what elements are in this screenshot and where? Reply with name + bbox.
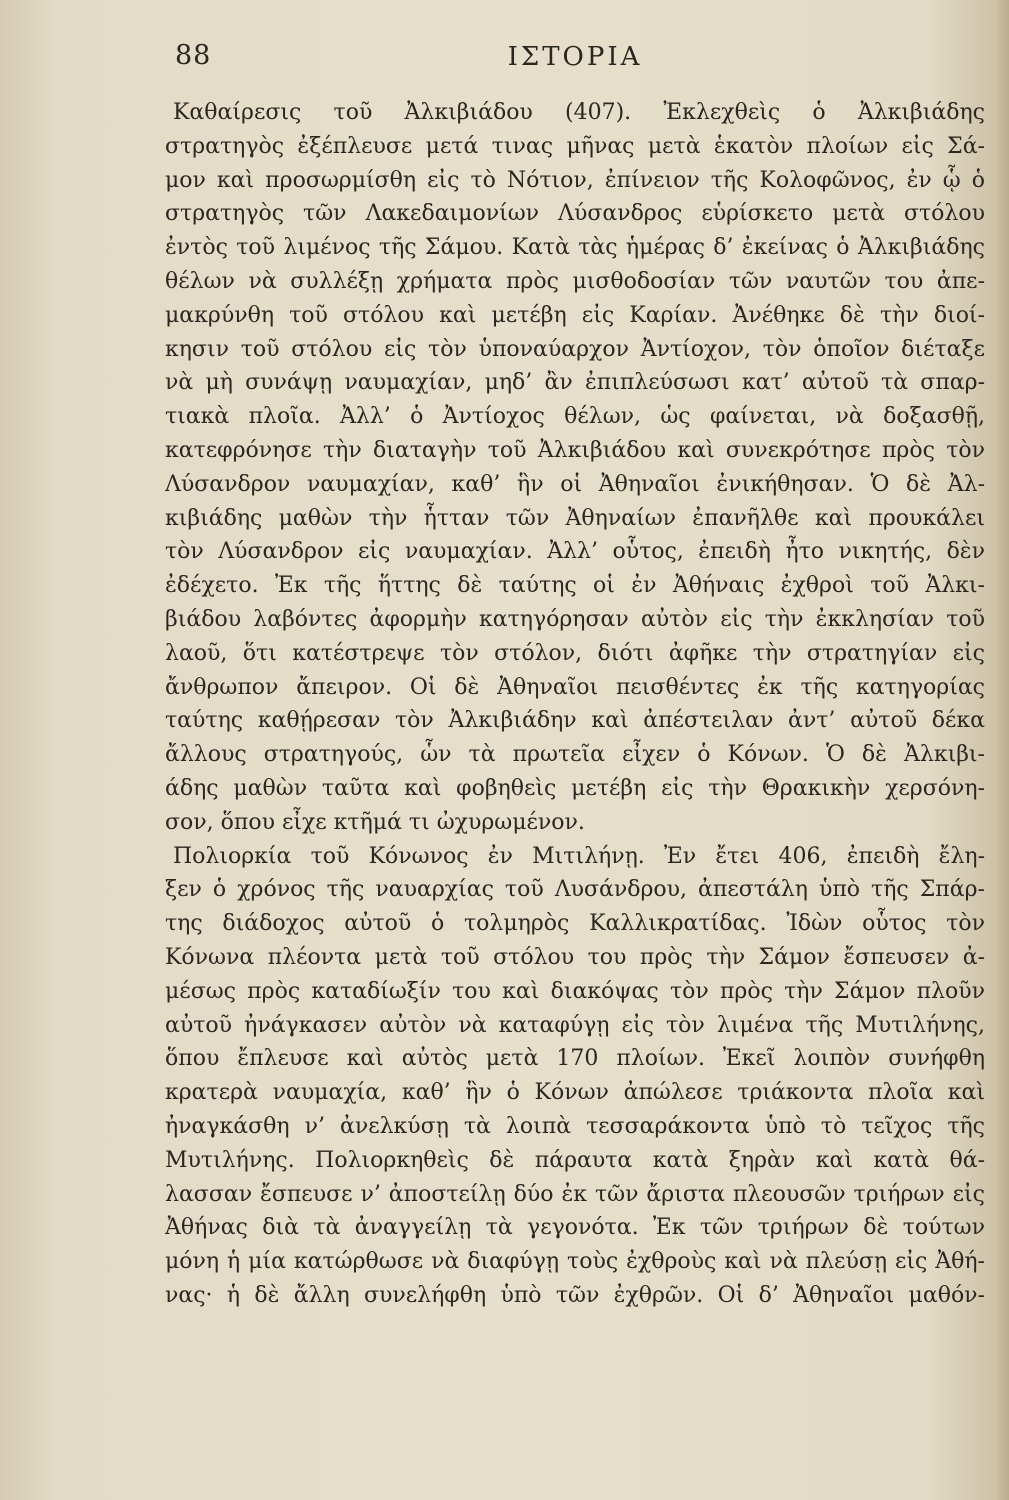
text-line: ἠναγκάσθη ν’ ἀνελκύσῃ τὰ λοιπὰ τεσσαράκοντα ὑπὸ τὸ τεῖχος τῆς <box>165 1113 985 1139</box>
text-line: ὅπου ἔπλευσε καὶ αὐτὸς μετὰ 170 πλοίων. Ἐκεῖ λοιπὸν συνήφθη <box>165 1046 985 1072</box>
text-line: στρατηγὸς ἐξέπλευσε μετά τινας μῆνας μετὰ ἑκατὸν πλοίων εἰς Σά- <box>165 133 985 159</box>
page-number: 88 <box>175 40 212 71</box>
text-line: κιβιάδης μαθὼν τὴν ἧτταν τῶν Ἀθηναίων ἐπανῆλθε καὶ προυκάλει <box>165 505 985 531</box>
text-line: ξεν ὁ χρόνος τῆς ναυαρχίας τοῦ Λυσάνδρου, ἀπεστάλη ὑπὸ τῆς Σπάρ- <box>165 877 985 903</box>
text-line: ἄλλους στρατηγούς, ὧν τὰ πρωτεῖα εἶχεν ὁ Κόνων. Ὁ δὲ Ἀλκιβι- <box>165 742 985 768</box>
text-line: κησιν τοῦ στόλου εἰς τὸν ὑποναύαρχον Ἀντίοχον, τὸν ὁποῖον διέταξε <box>165 336 985 362</box>
text-line: ἄνθρωπον ἄπειρον. Οἱ δὲ Ἀθηναῖοι πεισθέντες ἐκ τῆς κατηγορίας <box>165 674 985 700</box>
text-line: τὸν Λύσανδρον εἰς ναυμαχίαν. Ἀλλ’ οὗτος, ἐπειδὴ ἦτο νικητής, δὲν <box>165 539 985 565</box>
text-line: θέλων νὰ συλλέξῃ χρήματα πρὸς μισθοδοσίαν τῶν ναυτῶν του ἀπε- <box>165 268 985 294</box>
text-line: μακρύνθη τοῦ στόλου καὶ μετέβη εἰς Καρίαν. Ἀνέθηκε δὲ τὴν διοί- <box>165 302 985 328</box>
text-line: κατεφρόνησε τὴν διαταγὴν τοῦ Ἀλκιβιάδου καὶ συνεκρότησε πρὸς τὸν <box>165 437 985 463</box>
text-line: μον καὶ προσωρμίσθη εἰς τὸ Νότιον, ἐπίνειον τῆς Κολοφῶνος, ἐν ᾧ ὁ <box>165 167 985 193</box>
text-line: κρατερὰ ναυμαχία, καθ’ ἣν ὁ Κόνων ἀπώλεσε τριάκοντα πλοῖα καὶ <box>165 1080 985 1106</box>
text-line: Πολιορκία τοῦ Κόνωνος ἐν Μιτιλήνῃ. Ἐν ἔτει 406, ἐπειδὴ ἔλη- <box>173 843 985 869</box>
text-line: Ἀθήνας διὰ τὰ ἀναγγείλῃ τὰ γεγονότα. Ἐκ τῶν τριήρων δὲ τούτων <box>165 1215 985 1241</box>
text-line: Κόνωνα πλέοντα μετὰ τοῦ στόλου του πρὸς τὴν Σάμον ἔσπευσεν ἀ- <box>165 944 985 970</box>
page-body-text <box>165 96 985 1313</box>
text-line: Καθαίρεσις τοῦ Ἀλκιβιάδου (407). Ἐκλεχθεὶς ὁ Ἀλκιβιάδης <box>173 100 985 125</box>
text-line: νας· ἡ δὲ ἄλλη συνελήφθη ὑπὸ τῶν ἐχθρῶν. Οἱ δ’ Ἀθηναῖοι μαθόν- <box>165 1282 985 1308</box>
text-line: ταύτης καθῄρεσαν τὸν Ἀλκιβιάδην καὶ ἀπέστειλαν ἀντ’ αὐτοῦ δέκα <box>165 708 985 734</box>
text-line: μόνη ἡ μία κατώρθωσε νὰ διαφύγῃ τοὺς ἐχθροὺς καὶ νὰ πλεύσῃ εἰς Ἀθή- <box>165 1249 985 1275</box>
text-line: μέσως πρὸς καταδίωξίν του καὶ διακόψας τὸν πρὸς τὴν Σάμον πλοῦν <box>165 978 985 1004</box>
text-line: σον, ὅπου εἶχε κτῆμά τι ὠχυρωμένον. <box>165 809 585 835</box>
text-line: ἐδέχετο. Ἐκ τῆς ἥττης δὲ ταύτης οἱ ἐν Ἀθήναις ἐχθροὶ τοῦ Ἀλκι- <box>165 573 985 599</box>
text-line: στρατηγὸς τῶν Λακεδαιμονίων Λύσανδρος εὑρίσκετο μετὰ στόλου <box>165 201 985 227</box>
text-line: αὐτοῦ ἠνάγκασεν αὐτὸν νὰ καταφύγῃ εἰς τὸν λιμένα τῆς Μυτιλήνης, <box>165 1012 985 1038</box>
text-line: Μυτιλήνης. Πολιορκηθεὶς δὲ πάραυτα κατὰ ξηρὰν καὶ κατὰ θά- <box>165 1147 985 1173</box>
page-edge <box>995 0 1009 1500</box>
text-line: τιακὰ πλοῖα. Ἀλλ’ ὁ Ἀντίοχος θέλων, ὡς φαίνεται, νὰ δοξασθῇ, <box>165 404 985 430</box>
text-line: ἐντὸς τοῦ λιμένος τῆς Σάμου. Κατὰ τὰς ἡμέρας δ’ ἐκείνας ὁ Ἀλκιβιάδης <box>165 235 985 261</box>
text-line: της διάδοχος αὐτοῦ ὁ τολμηρὸς Καλλικρατίδας. Ἰδὼν οὗτος τὸν <box>165 911 985 937</box>
text-line: βιάδου λαβόντες ἀφορμὴν κατηγόρησαν αὐτὸν εἰς τὴν ἐκκλησίαν τοῦ <box>165 606 985 632</box>
text-line: άδης μαθὼν ταῦτα καὶ φοβηθεὶς μετέβη εἰς τὴν Θρακικὴν χερσόνη- <box>165 775 985 801</box>
text-line: λασσαν ἔσπευσε ν’ ἀποστείλῃ δύο ἐκ τῶν ἄριστα πλεουσῶν τριήρων εἰς <box>165 1181 985 1207</box>
text-line: Λύσανδρον ναυμαχίαν, καθ’ ἣν οἱ Ἀθηναῖοι ἐνικήθησαν. Ὁ δὲ Ἀλ- <box>165 471 985 497</box>
page-header <box>175 40 975 80</box>
text-line: λαοῦ, ὅτι κατέστρεψε τὸν στόλον, διότι ἀφῆκε τὴν στρατηγίαν εἰς <box>165 640 985 666</box>
text-line: νὰ μὴ συνάψῃ ναυμαχίαν, μηδ’ ἂν ἐπιπλεύσωσι κατ’ αὐτοῦ τὰ σπαρ- <box>165 370 985 396</box>
running-title: ΙΣΤΟΡΙΑ <box>507 42 643 72</box>
